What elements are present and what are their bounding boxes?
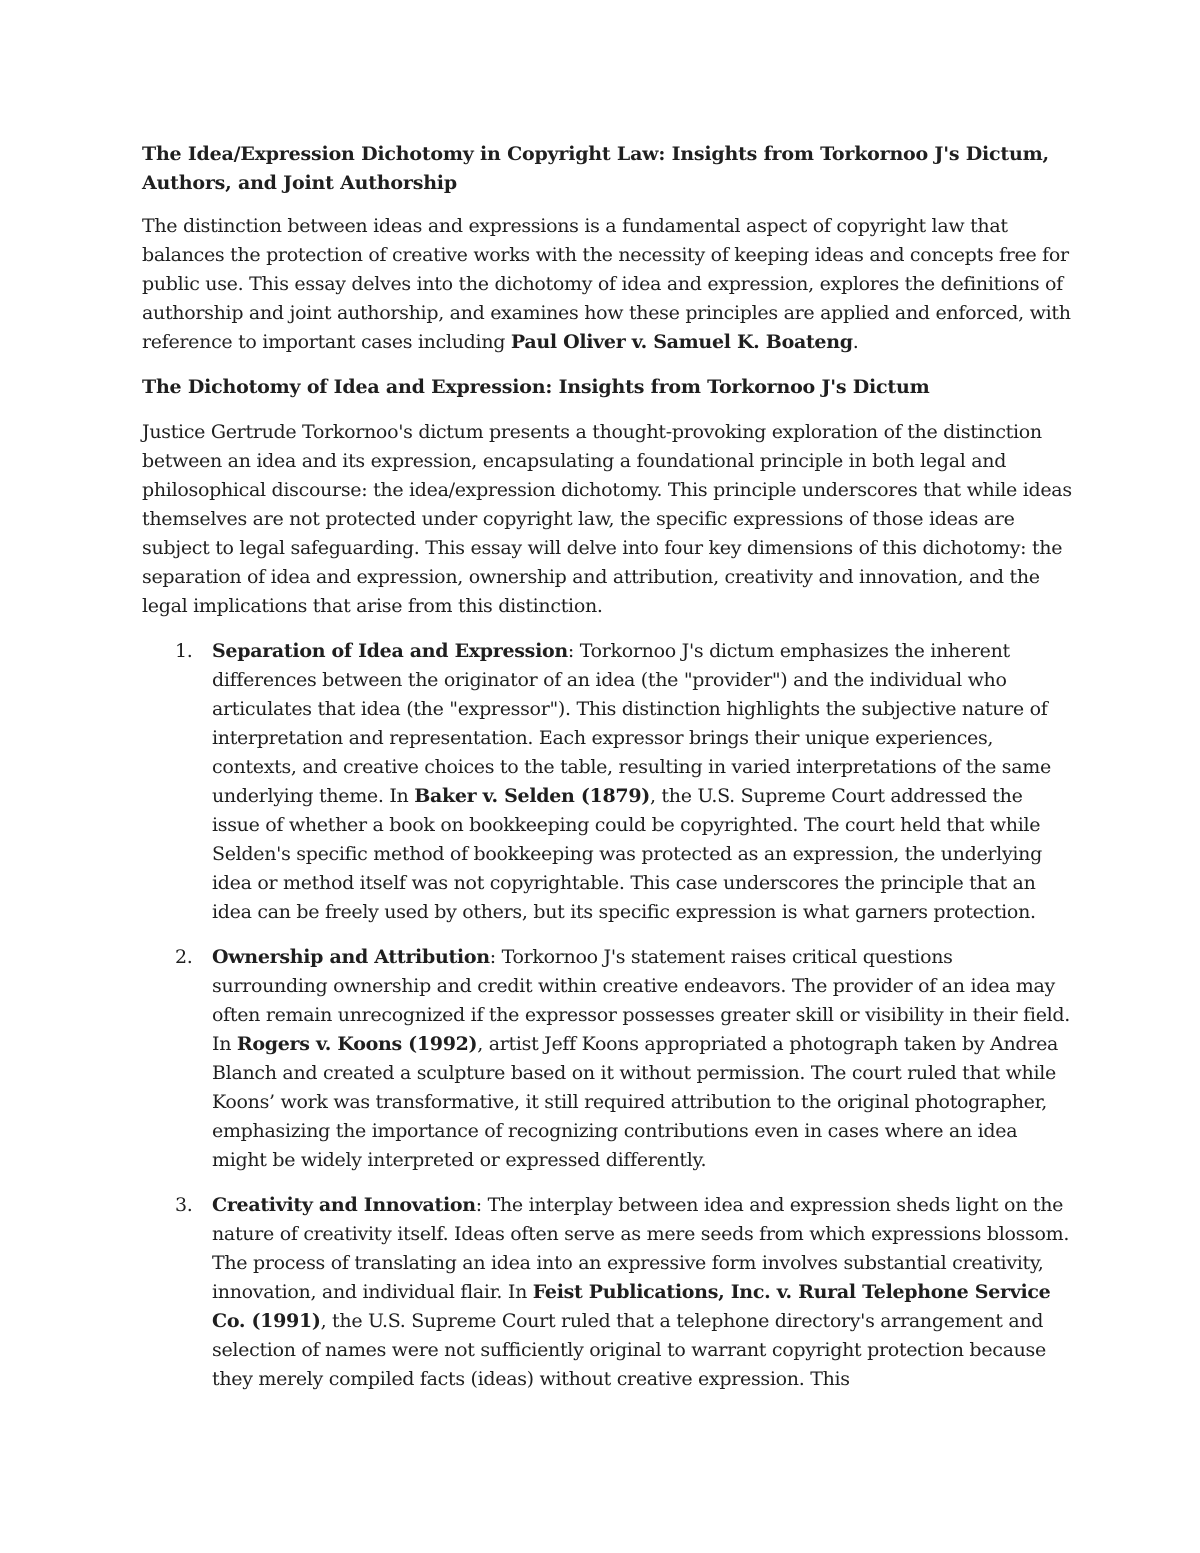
list-item-text: : The interplay between idea and expression sheds light on the nature of creativity itself. Ideas often serve as mere seeds from which expressions blossom. The process of translating an idea into an expressive form involves substantial creativity, innovation, and individual flair. In — [212, 1194, 1070, 1303]
intro-paragraph — [142, 212, 1072, 357]
list-item-term: Ownership and Attribution — [212, 946, 490, 968]
list-item-number: 2. — [175, 946, 193, 968]
section-heading: The Dichotomy of Idea and Expression: Insights from Torkornoo J's Dictum — [142, 376, 930, 398]
list-item-case: Feist Publications, Inc. v. Rural Telephone Service Co. (1991) — [212, 1281, 1051, 1332]
numbered-list — [142, 637, 1072, 1394]
list-item-text: : Torkornoo J's dictum emphasizes the inherent differences between the originator of an idea (the "provider") and the individual who articulates that idea (the "expressor"). This distinction highlights the subjective nature of interpretation and representation. Each expressor brings their unique experiences, contexts, and creative choices to the table, resulting in varied interpretations of the same underlying theme. In — [212, 640, 1051, 807]
list-item — [142, 1191, 1072, 1394]
list-item-text-continued: , artist Jeff Koons appropriated a photograph taken by Andrea Blanch and created a sculpture based on it without permission. The court ruled that while Koons’ work was transformative, it still required attribution to the original photographer, emphasizing the importance of recognizing contributions even in cases where an idea might be widely interpreted or expressed differently. — [212, 1033, 1059, 1171]
list-item-case: Baker v. Selden (1879) — [414, 785, 650, 807]
list-item-term: Creativity and Innovation — [212, 1194, 476, 1216]
section-paragraph: Justice Gertrude Torkornoo's dictum presents a thought-provoking exploration of the distinction between an idea and its expression, encapsulating a foundational principle in both legal and philosophical discourse: the idea/expression dichotomy. This principle underscores that while ideas themselves are not protected under copyright law, the specific expressions of those ideas are subject to legal safeguarding. This essay will delve into four key dimensions of this dichotomy: the separation of idea and expression, ownership and attribution, creativity and innovation, and the legal implications that arise from this distinction. — [142, 421, 1072, 617]
list-item — [142, 943, 1072, 1175]
document-body — [142, 140, 1072, 1410]
intro-end: . — [852, 331, 859, 353]
list-item-text-continued: , the U.S. Supreme Court addressed the issue of whether a book on bookkeeping could be copyrighted. The court held that while Selden's specific method of bookkeeping was protected as an expression, the underlying idea or method itself was not copyrightable. This case underscores the principle that an idea can be freely used by others, but its specific expression is what garners protection. — [212, 785, 1042, 923]
list-item-text-continued: , the U.S. Supreme Court ruled that a telephone directory's arrangement and selection of names were not sufficiently original to warrant copyright protection because they merely compiled facts (ideas) without creative expression. This — [212, 1310, 1046, 1390]
document-title: The Idea/Expression Dichotomy in Copyright Law: Insights from Torkornoo J's Dictum, Authors, and Joint Authorship — [142, 143, 1049, 194]
list-item-term: Separation of Idea and Expression — [212, 640, 568, 662]
list-item — [142, 637, 1072, 927]
list-item-number: 1. — [175, 640, 193, 662]
list-item-text: : Torkornoo J's statement raises critical questions surrounding ownership and credit within creative endeavors. The provider of an idea may often remain unrecognized if the expressor possesses greater skill or visibility in their field. In — [212, 946, 1071, 1055]
list-item-number: 3. — [175, 1194, 193, 1216]
intro-case-name: Paul Oliver v. Samuel K. Boateng — [510, 331, 853, 353]
list-item-case: Rogers v. Koons (1992) — [236, 1033, 478, 1055]
intro-text: The distinction between ideas and expressions is a fundamental aspect of copyright law that balances the protection of creative works with the necessity of keeping ideas and concepts free for public use. This essay delves into the dichotomy of idea and expression, explores the definitions of authorship and joint authorship, and examines how these principles are applied and enforced, with reference to important cases including — [142, 215, 1071, 353]
